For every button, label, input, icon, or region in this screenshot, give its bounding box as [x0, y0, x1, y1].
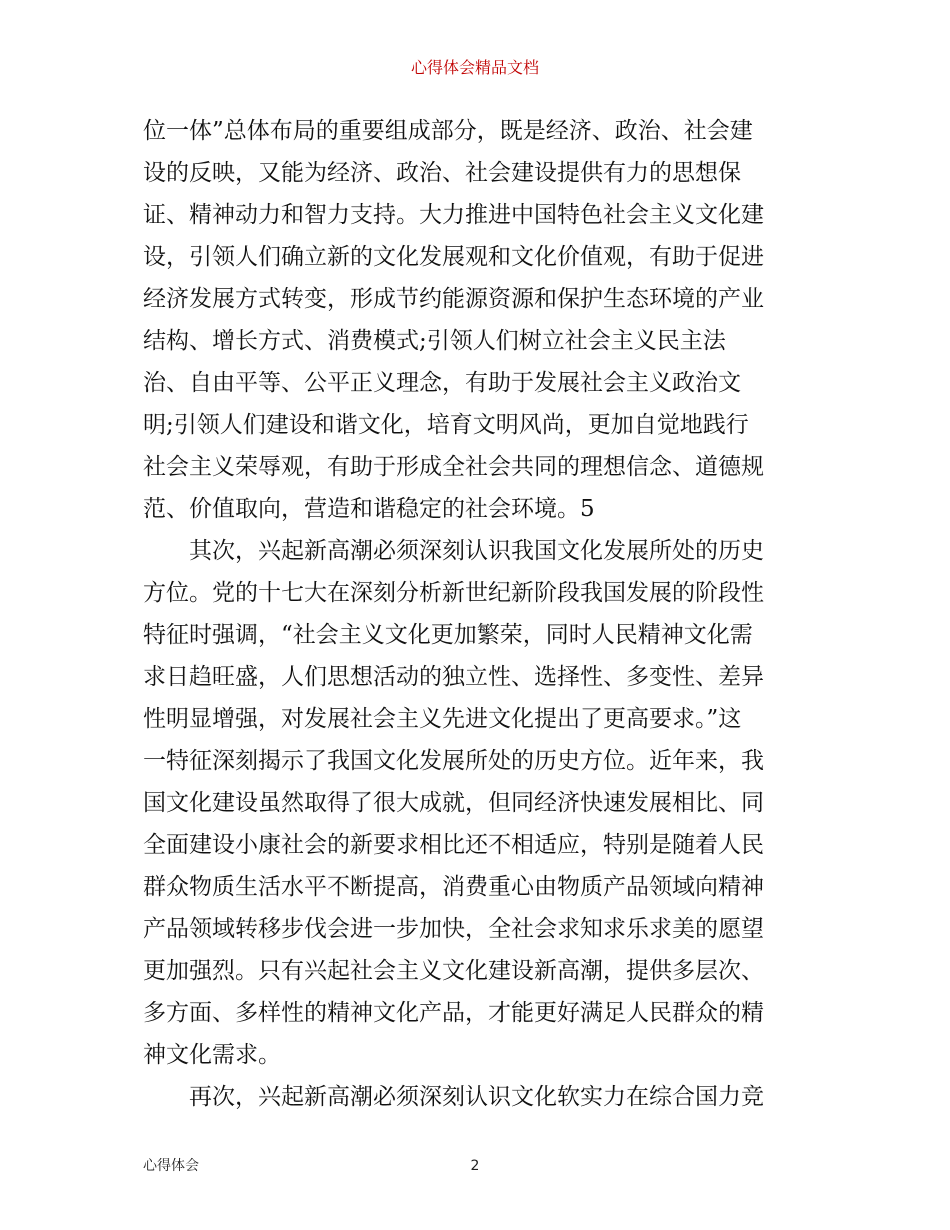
text-line: 设的反映，又能为经济、政治、社会建设提供有力的思想保 — [143, 160, 741, 186]
text-line: 结构、增长方式、消费模式;引领人们树立社会主义民主法 — [143, 328, 726, 354]
text-line: 明;引领人们建设和谐文化，培育文明风尚，更加自觉地践行 — [143, 412, 749, 438]
text-line: 国文化建设虽然取得了很大成就，但同经济快速发展相比、同 — [143, 790, 764, 816]
footer-label: 心得体会 — [143, 1158, 199, 1174]
page-header-title: 心得体会精品文档 — [410, 58, 539, 77]
text-line: 治、自由平等、公平正义理念，有助于发展社会主义政治文 — [143, 370, 741, 396]
paragraph-start-line: 其次，兴起新高潮必须深刻认识我国文化发展所处的历史 — [143, 538, 764, 564]
text-line: 神文化需求。 — [143, 1042, 281, 1068]
text-line: 经济发展方式转变，形成节约能源资源和保护生态环境的产业 — [143, 286, 764, 312]
text-line: 性明显增强，对发展社会主义先进文化提出了更高要求。”这 — [143, 706, 742, 732]
text-line: 求日趋旺盛，人们思想活动的独立性、选择性、多变性、差异 — [143, 664, 764, 690]
text-line: 设，引领人们确立新的文化发展观和文化价值观，有助于促进 — [143, 244, 764, 270]
text-line: 群众物质生活水平不断提高，消费重心由物质产品领域向精神 — [143, 874, 764, 900]
text-line: 位一体”总体布局的重要组成部分，既是经济、政治、社会建 — [143, 118, 753, 144]
body-text — [143, 110, 813, 1118]
text-line: 全面建设小康社会的新要求相比还不相适应，特别是随着人民 — [143, 832, 764, 858]
text-line: 更加强烈。只有兴起社会主义文化建设新高潮，提供多层次、 — [143, 958, 764, 984]
page-number: 2 — [470, 1158, 480, 1174]
text-line: 方位。党的十七大在深刻分析新世纪新阶段我国发展的阶段性 — [143, 580, 764, 606]
text-line: 社会主义荣辱观，有助于形成全社会共同的理想信念、道德规 — [143, 454, 764, 480]
text-line: 证、精神动力和智力支持。大力推进中国特色社会主义文化建 — [143, 202, 764, 228]
text-line: 范、价值取向，营造和谐稳定的社会环境。5 — [143, 496, 595, 522]
text-line: 特征时强调，“社会主义文化更加繁荣，同时人民精神文化需 — [143, 622, 753, 648]
paragraph-start-line: 再次，兴起新高潮必须深刻认识文化软实力在综合国力竞 — [143, 1084, 764, 1110]
text-line: 一特征深刻揭示了我国文化发展所处的历史方位。近年来，我 — [143, 748, 764, 774]
text-line: 多方面、多样性的精神文化产品，才能更好满足人民群众的精 — [143, 1000, 764, 1026]
text-line: 产品领域转移步伐会进一步加快，全社会求知求乐求美的愿望 — [143, 916, 764, 942]
